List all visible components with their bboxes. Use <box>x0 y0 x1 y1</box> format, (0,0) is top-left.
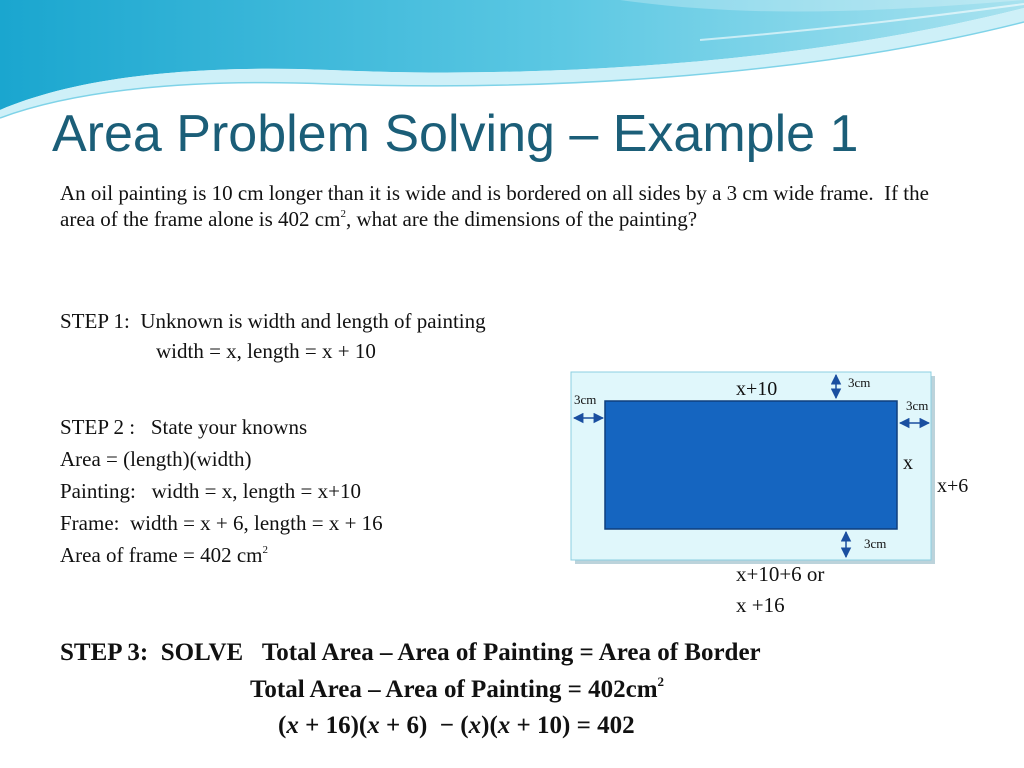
problem-statement <box>60 180 960 232</box>
problem-text-end: , what are the dimensions of the painting? <box>345 207 698 231</box>
frame-area-text: Area of frame = 402 cm <box>60 543 263 567</box>
step2-line-painting: Painting: width = x, length = x+10 <box>60 479 361 503</box>
step2-line-frame: Frame: width = x + 6, length = x + 16 <box>60 511 383 535</box>
step1-heading: STEP 1: Unknown is width and length of painting <box>60 309 486 333</box>
diagram-right-border-label: 3cm <box>906 398 929 413</box>
step3-line2-superscript: 2 <box>657 674 665 689</box>
step2-frame-area <box>60 543 268 568</box>
eq-paren-4: )( <box>481 712 498 739</box>
eq-var-3: x <box>468 712 482 739</box>
eq-var-2: x <box>367 712 380 739</box>
eq-op-2: + <box>379 712 407 739</box>
eq-num-3: 10 <box>537 712 563 739</box>
diagram-bottom-line1: x+10+6 or <box>736 562 825 586</box>
eq-num-4: 402 <box>597 712 635 739</box>
diagram-bottom-line2: x +16 <box>736 593 785 617</box>
eq-op-3: + <box>510 712 538 739</box>
eq-paren-2: )( <box>350 712 368 739</box>
page-title: Area Problem Solving – Example 1 <box>52 105 859 163</box>
step3-heading: STEP 3: SOLVE Total Area – Area of Painting = Area of Border <box>60 639 761 666</box>
diagram-side-label: x <box>903 452 913 474</box>
step1-detail: width = x, length = x + 10 <box>156 339 376 363</box>
step3-equation <box>278 712 635 740</box>
step2-heading: STEP 2 : State your knowns <box>60 415 308 439</box>
diagram-top-border-label: 3cm <box>848 375 871 390</box>
frame-area-superscript: 2 <box>262 544 269 556</box>
step2-line-area: Area = (length)(width) <box>60 447 252 471</box>
diagram-outer-side-label: x+6 <box>937 475 969 497</box>
diagram-left-border-label: 3cm <box>574 392 597 407</box>
diagram-bottom-border-label: 3cm <box>864 536 887 551</box>
eq-var-4: x <box>497 712 511 739</box>
painting-rect <box>605 401 897 529</box>
problem-superscript: 2 <box>340 208 346 220</box>
eq-paren-1: ( <box>278 712 287 739</box>
eq-num-2: 6 <box>406 712 419 739</box>
problem-text: An oil painting is 10 cm longer than it is wide and is bordered on all sides by a 3 cm wide frame. If the area of the frame alone is 402 cm <box>60 181 929 231</box>
step3-line2-text: Total Area – Area of Painting = 402cm <box>250 676 658 703</box>
step3-line2 <box>250 676 664 704</box>
eq-paren-5: ) = <box>562 712 598 739</box>
eq-paren-3: ) − ( <box>418 712 469 739</box>
eq-num-1: 16 <box>325 712 351 739</box>
diagram-top-label: x+10 <box>736 378 778 400</box>
eq-op-1: + <box>298 712 326 739</box>
eq-var-1: x <box>286 712 299 739</box>
